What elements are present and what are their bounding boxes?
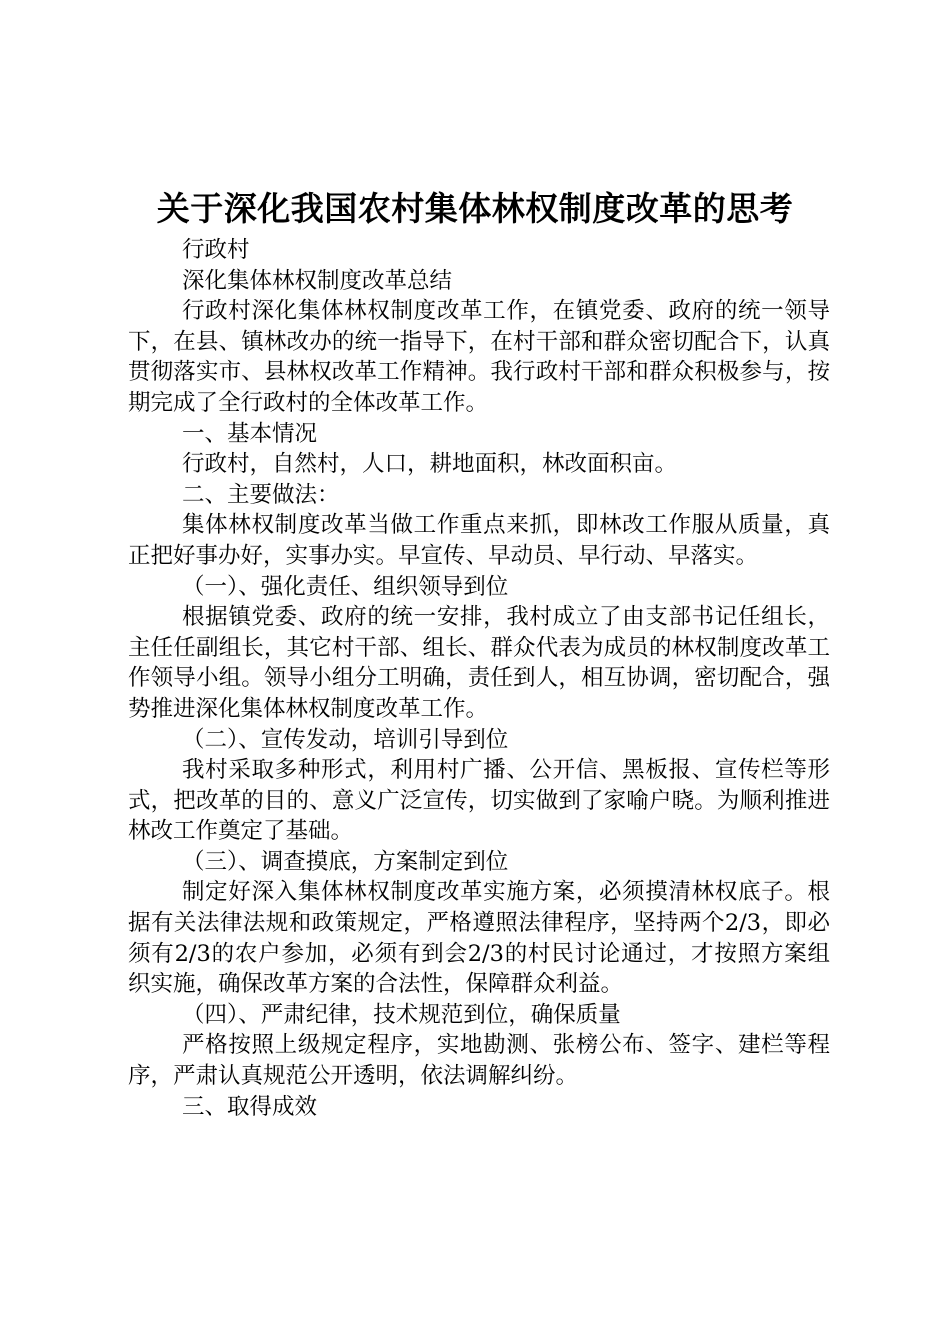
paragraph: 制定好深入集体林权制度改革实施方案，必须摸清林权底子。根据有关法律法规和政策规定，严格遵照法律程序，坚持两个2/3，即必须有2/3的农户参加，必须有到会2/3的村民讨论通过，才按照方案组织实施，确保改革方案的合法性，保障群众利益。 [128,879,830,998]
paragraph: 行政村 [182,237,250,263]
paragraph: 根据镇党委、政府的统一安排，我村成立了由支部书记任组长，主任任副组长，其它村干部、组长、群众代表为成员的林权制度改革工作领导小组。领导小组分工明确，责任到人，相互协调，密切配合，强势推进深化集体林权制度改革工作。 [128,604,830,722]
paragraph: 行政村深化集体林权制度改革工作，在镇党委、政府的统一领导下，在县、镇林改办的统一指导下，在村干部和群众密切配合下，认真贯彻落实市、县林权改革工作精神。我行政村干部和群众积极参与，按期完成了全行政村的全体改革工作。 [128,298,830,416]
paragraph: 严格按照上级规定程序，实地勘测、张榜公布、签字、建栏等程序，严肃认真规范公开透明，依法调解纠纷。 [128,1032,830,1090]
paragraph: 深化集体林权制度改革总结 [182,267,453,294]
document-body [128,235,830,1122]
subsection-heading: （三）、调查摸底，方案制定到位 [182,848,509,875]
subsection-heading: （二）、宣传发动，培训引导到位 [182,726,509,753]
section-heading: 一、基本情况 [182,420,318,447]
paragraph: 行政村，自然村，人口，耕地面积，林改面积亩。 [182,451,678,478]
document-title: 关于深化我国农村集体林权制度改革的思考 [156,189,794,228]
paragraph: 我村采取多种形式，利用村广播、公开信、黑板报、宣传栏等形式，把改革的目的、意义广泛宣传，切实做到了家喻户晓。为顺利推进林改工作奠定了基础。 [128,757,830,845]
paragraph: 集体林权制度改革当做工作重点来抓，即林改工作服从质量，真正把好事办好，实事办实。早宣传、早动员、早行动、早落实。 [128,512,830,569]
section-heading: 三、取得成效 [182,1093,318,1120]
section-heading: 二、主要做法： [182,481,340,508]
subsection-heading: （四）、严肃纪律，技术规范到位，确保质量 [182,1001,621,1028]
subsection-heading: （一）、强化责任、组织领导到位 [182,573,509,600]
